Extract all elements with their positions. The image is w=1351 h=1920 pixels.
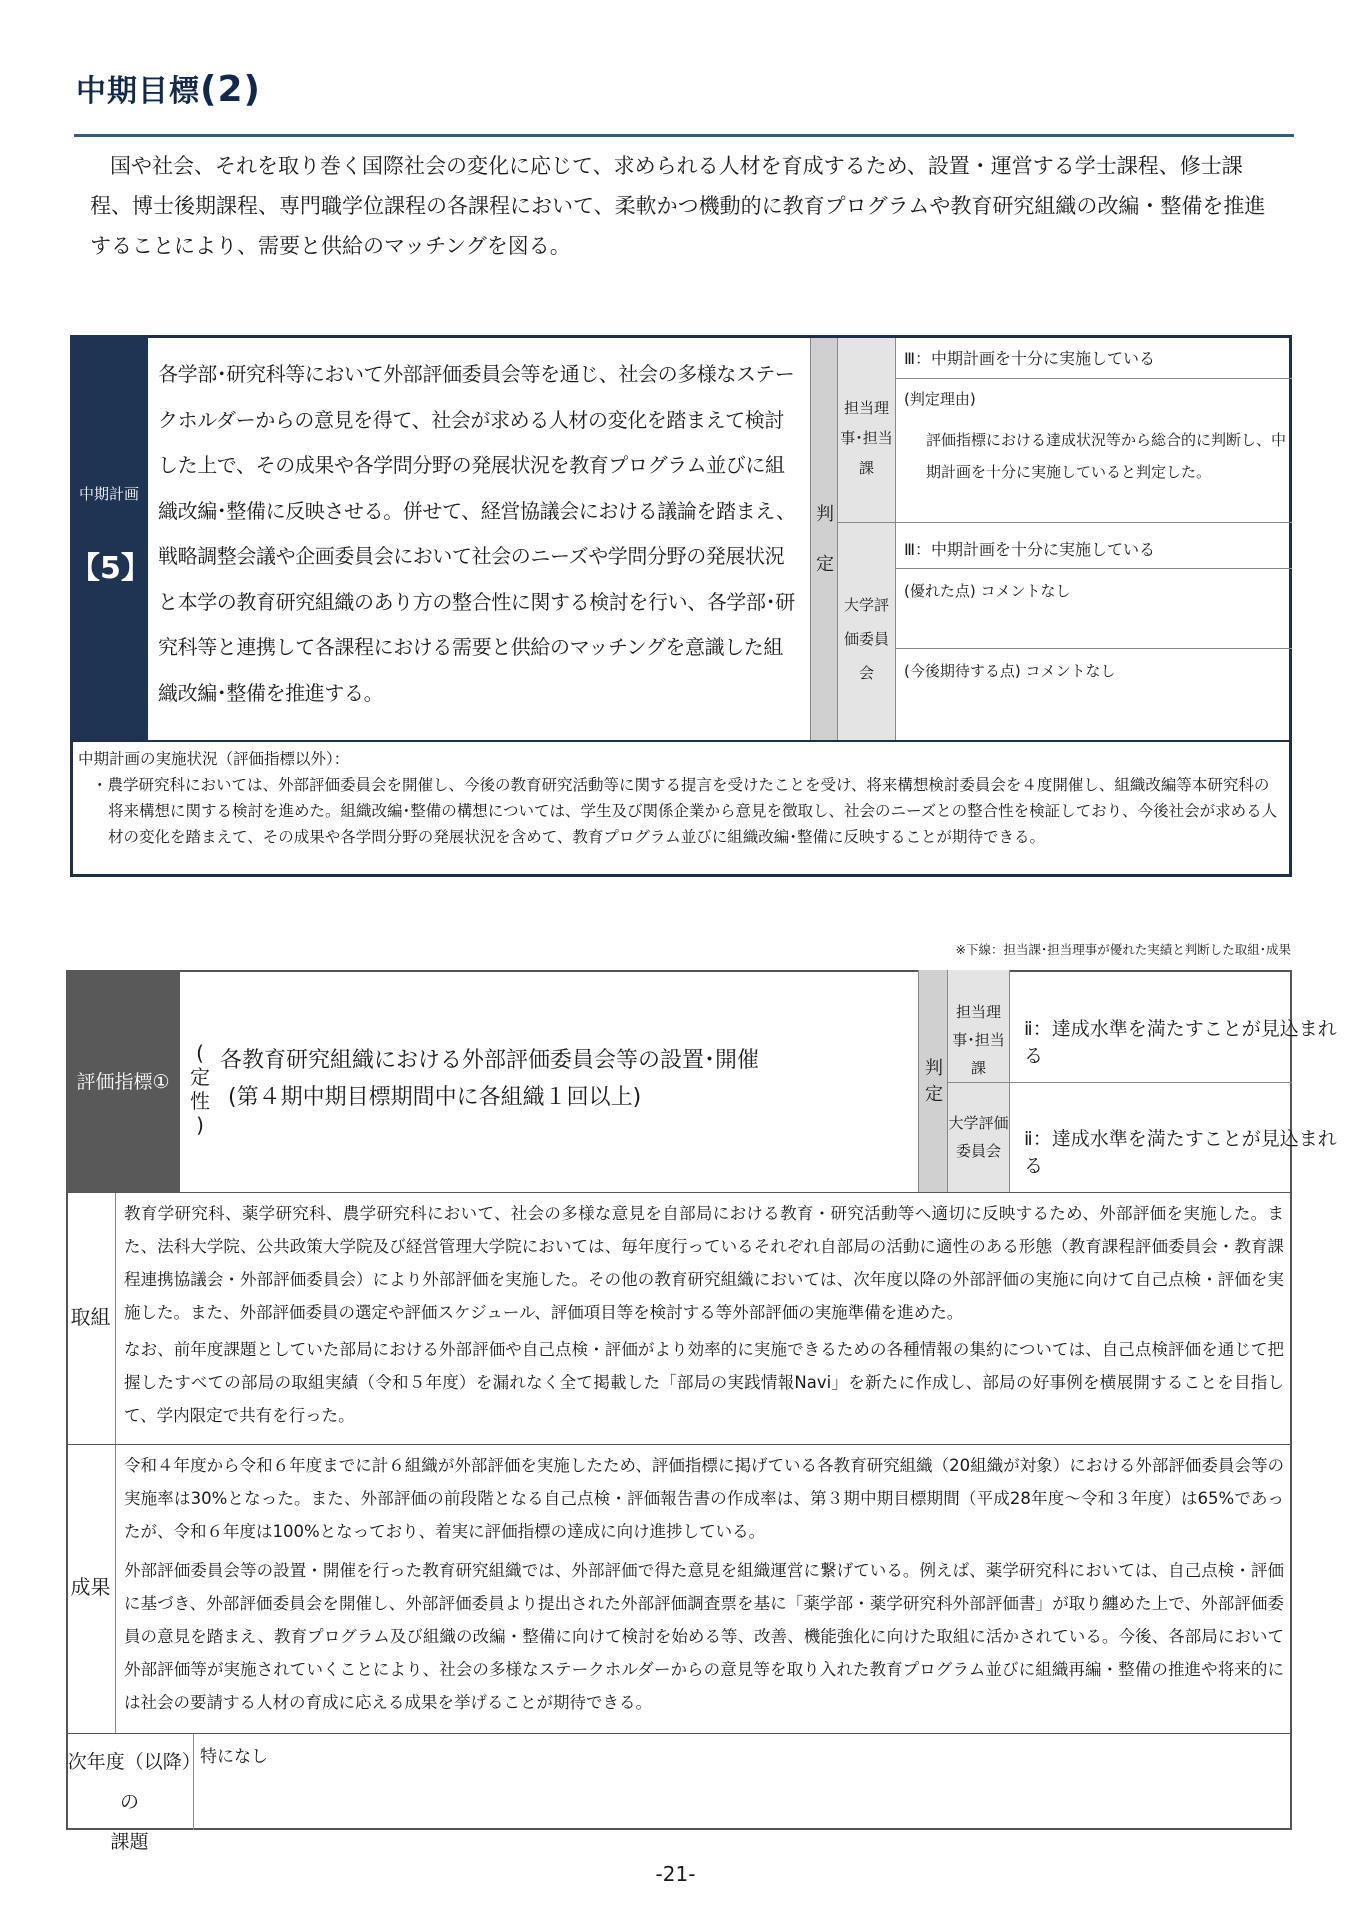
plan-number: 【5】 [70,551,151,586]
heading-divider [74,134,1294,137]
indicator-type [188,1041,212,1137]
heading-number: (2) [200,69,261,110]
plan-side-label [70,335,151,740]
indicator-title-cell [180,970,918,1192]
seika-paragraph-2: 外部評価委員会等の設置・開催を行った教育研究組織では、外部評価で得た意見を組織運営に繋げている。例えば、薬学研究科においては、自己点検・評価に基づき、外部評価委員会を開催し、外部評価委員より提出された外部評価調査票を基に「薬学部・薬学研究科外部評価書」が取り纏めた上で、外部評価委員の意見を踏まえ、教育プログラム及び組織の改編・整備に向けて検討を始める等、改善、機能強化に向けた取組に活かされている。今後、各部局において外部評価等が実施されていくことにより、社会の多様なステークホルダーからの意見等を取り入れた教育プログラム並びに組織再編・整備の推進や将来的には社会の要請する人材の育成に応える成果を挙げることが期待できる。 [124,1561,1284,1712]
kadai-label [66,1734,194,1853]
kadai-label-line-1: 次年度（以降）の [67,1751,192,1813]
plan-status-body: ・農学研究科においては、外部評価委員会を開催し、今後の教育研究活動等に関する提言を受けたことを受け、将来構想検討委員会を４度開催し、組織改編等本研究科の将来構想に関する検討を進めた。組織改編･整備の構想については、学生及び関係企業から意見を徴取し、社会のニーズとの整合性を検証しており、今後社会が求める人材の変化を踏まえて、その成果や各学問分野の発展状況を含めて、教育プログラム並びに組織改編･整備に反映することが期待できる。 [92,776,1278,846]
hantei-char: 定 [816,554,834,575]
divider [66,1733,1292,1734]
heading-prefix: 中期目標 [76,74,200,109]
hantei-char: 判 [816,504,834,525]
plan-rating-committee: Ⅲ：中期計画を十分に実施している [904,540,1156,559]
indicator-row-label-committee: 大学評価委員会 [948,1083,1010,1192]
indicator-title: 各教育研究組織における外部評価委員会等の設置･開催 [220,1048,760,1073]
indicator-hantei-column [918,970,948,1192]
plan-row-label-director: 担当理事･担当課 [838,338,896,522]
plan-hantei-column [810,338,838,740]
plan-future-points: (今後期待する点) コメントなし [904,662,1116,680]
kadai-label-line-2: 課題 [110,1831,149,1853]
type-char: ) [196,1113,204,1137]
plan-status [70,740,1292,877]
divider [896,378,1292,379]
type-char: 性 [190,1089,210,1113]
plan-row-label-committee: 大学評価委員会 [838,523,896,740]
torikumi-label: 取組 [66,1193,116,1444]
seika-label: 成果 [66,1445,116,1733]
hantei-char: 定 [925,1084,943,1105]
goal-text: 国や社会、それを取り巻く国際社会の変化に応じて、求められる人材を育成するため、設置・運営する学士課程、修士課程、博士後期課程、専門職学位課程の各課程において、柔軟かつ機動的に教育プログラムや教育研究組織の改編・整備を推進することにより、需要と供給のマッチングを図る。 [90,154,1266,258]
torikumi-paragraph-2: なお、前年度課題としていた部局における外部評価や自己点検・評価がより効率的に実施できるための各種情報の集約については、自己点検評価を通じて把握したすべての部局の取組実績（令和５年度）を漏れなく全て掲載した「部局の実践情報Navi」を新たに作成し、部局の好事例を横展開することを目指して、学内限定で共有を行った。 [124,1340,1284,1425]
indicator-label: 評価指標① [66,970,180,1192]
type-char: 定 [190,1065,210,1089]
divider [896,648,1292,649]
page-number: -21- [655,1862,696,1886]
plan-reason-text: 評価指標における達成状況等から総合的に判断し、中期計画を十分に実施していると判定した。 [926,431,1287,481]
hantei-char: 判 [925,1058,943,1079]
indicator-subtitle: (第４期中期目標期間中に各組織１回以上) [228,1085,642,1110]
plan-text: 各学部･研究科等において外部評価委員会等を通じ、社会の多様なステークホルダーからの意見を得て、社会が求める人材の変化を踏まえて検討した上で、その成果や各学問分野の発展状況を教育プログラム並びに組織改編･整備に反映させる。併せて、経営協議会における議論を踏まえ、戦略調整会議や企画委員会において社会のニーズや学問分野の発展状況と本学の教育研究組織のあり方の整合性に関する検討を行い、各学部･研究科等と連携して各課程における需要と供給のマッチングを意識した組織改編･整備を推進する。 [158,362,796,705]
divider [838,522,1292,523]
plan-label: 中期計画 [78,485,139,503]
indicator-row-label-director: 担当理事･担当課 [948,970,1010,1082]
plan-rating-director: Ⅲ：中期計画を十分に実施している [904,349,1156,368]
seika-paragraph-1: 令和４年度から令和６年度までに計６組織が外部評価を実施したため、評価指標に掲げている各教育研究組織（20組織が対象）における外部評価委員会等の実施率は30%となった。また、外部評価の前段階となる自己点検・評価報告書の作成率は、第３期中期目標期間（平成28年度～令和３年度）は65%であったが、令和６年度は100%となっており、着実に評価指標の達成に向け進捗している。 [124,1456,1284,1541]
plan-good-points: (優れた点) コメントなし [904,582,1071,600]
seika-text [116,1445,1292,1719]
indicator-rating-director: ⅱ：達成水準を満たすことが見込まれる [1024,1018,1337,1067]
type-char: ( [196,1041,204,1065]
indicator-rating-committee: ⅱ：達成水準を満たすことが見込まれる [1024,1128,1337,1177]
page-heading [76,66,261,110]
underline-note: ※下線：担当課･担当理事が優れた実績と判断した取組･成果 [955,942,1291,957]
plan-reason-heading: (判定理由) [904,390,976,408]
divider [896,568,1292,569]
torikumi-paragraph-1: 教育学研究科、薬学研究科、農学研究科において、社会の多様な意見を自部局における教育・研究活動等へ適切に反映するため、外部評価を実施した。また、法科大学院、公共政策大学院及び経営管理大学院においては、毎年度行っているそれぞれ自部局の活動に適性のある形態（教育課程評価委員会・教育課程連携協議会・外部評価委員会）により外部評価を実施した。その他の教育研究組織においては、次年度以降の外部評価の実施に向けて自己点検・評価を実施した。また、外部評価委員の選定や評価スケジュール、評価項目等を検討する等外部評価の実施準備を進めた。 [124,1204,1284,1322]
torikumi-text [116,1193,1292,1432]
kadai-text: 特になし [200,1747,268,1767]
plan-status-heading: 中期計画の実施状況（評価指標以外）： [78,750,350,768]
